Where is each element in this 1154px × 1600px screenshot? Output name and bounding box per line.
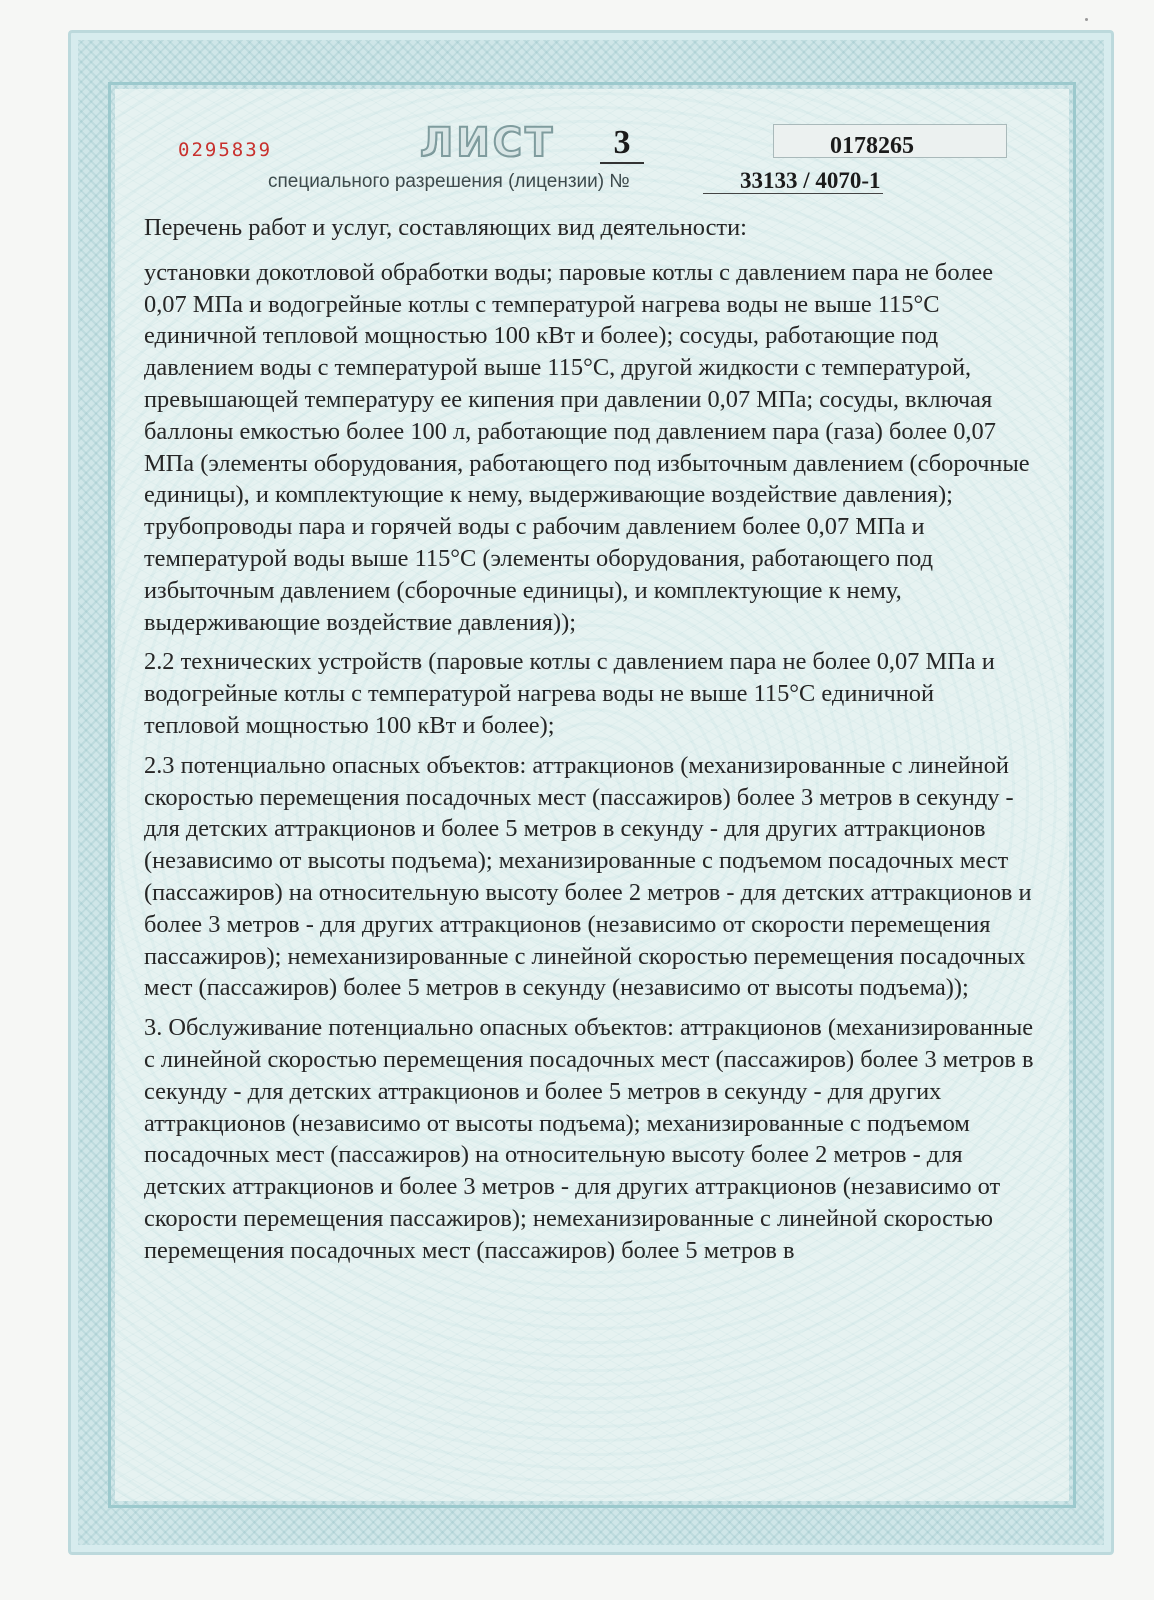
serial-number: 0295839 <box>178 139 273 161</box>
license-label: специального разрешения (лицензии) № <box>268 171 630 192</box>
sheet-number: 3 <box>600 124 644 164</box>
paragraph-3: 3. Обслуживание потенциально опасных объектов: аттракционов (механизированные с линейной скоростью перемещения посадочных мест (пассажиров) более 3 метров в секунду - для детских аттракционов и более 5 метров в секунду - для других аттракционов (независимо от высоты подъема); механизированные с подъемом посадочных мест (пассажиров) на относительную высоту более 2 метров - для детских аттракционов и более 3 метров - для других аттракционов (независимо от скорости перемещения пассажиров); немеханизированные с линейной скоростью перемещения посадочных мест (пассажиров) более 5 метров в <box>144 1014 1034 1264</box>
list-heading: Перечень работ и услуг, составляющих вид деятельности: <box>144 214 747 241</box>
form-number: 0178265 <box>830 133 914 159</box>
paragraph-equipment: установки докотловой обработки воды; паровые котлы с давлением пара не более 0,07 МПа и водогрейные котлы с температурой нагрева воды не выше 115°С единичной тепловой мощностью 100 кВт и более); сосуды, работающие под давлением воды с температурой выше 115°С, другой жидкости с температурой, превышающей температуру ее кипения при давлении 0,07 МПа; сосуды, включая баллоны емкостью более 100 л, работающие под давлением пара (газа) более 0,07 МПа (элементы оборудования, работающего под избыточным давлением (сборочные единицы), и комплектующие к нему, выдерживающие воздействие давления); трубопроводы пара и горячей воды с рабочим давлением более 0,07 МПа и температурой воды выше 115°С (элементы оборудования, работающего под избыточным давлением (сборочные единицы), и комплектующие к нему, выдерживающие воздействие давления)); <box>144 258 1030 636</box>
document-body <box>144 212 1034 1275</box>
paragraph-2-3: 2.3 потенциально опасных объектов: аттракционов (механизированные с линейной скоростью перемещения посадочных мест (пассажиров) более 3 метров в секунду - для детских аттракционов и более 5 метров в секунду - для других аттракционов (независимо от высоты подъема); механизированные с подъемом посадочных мест (пассажиров) на относительную высоту более 2 метров - для детских аттракционов и более 3 метров - для других аттракционов (независимо от скорости перемещения пассажиров); немеханизированные с линейной скоростью перемещения посадочных мест (пассажиров) более 5 метров в секунду (независимо от высоты подъема)); <box>144 751 1032 1002</box>
license-number: 33133 / 4070-1 <box>740 168 881 193</box>
sheet-title: ЛИСТ <box>420 120 556 166</box>
paragraph-2-2: 2.2 технических устройств (паровые котлы с давлением пара не более 0,07 МПа и водогрейные котлы с температурой нагрева воды не выше 115°С единичной тепловой мощностью 100 кВт и более); <box>144 648 995 739</box>
corner-dot <box>1085 18 1088 21</box>
